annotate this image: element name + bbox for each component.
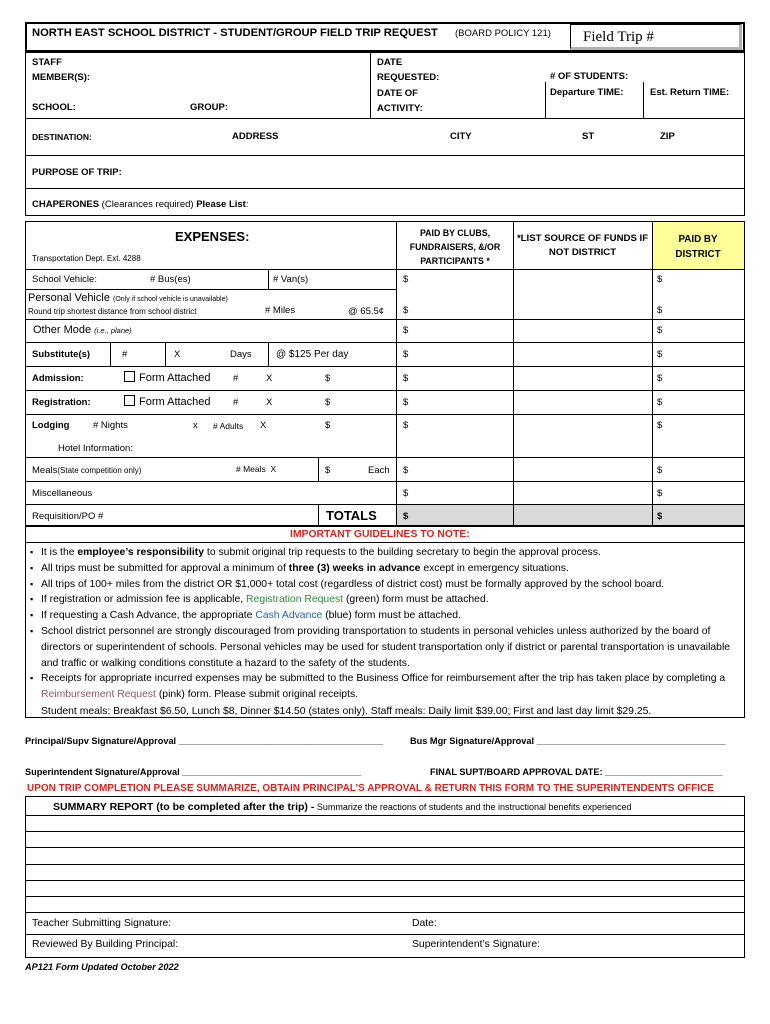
destination-label: DESTINATION:: [32, 132, 92, 142]
amount-cell[interactable]: $: [403, 373, 409, 384]
chaperones-label: CHAPERONES (Clearances required) Please List:: [32, 199, 249, 210]
other-mode-label: Other Mode (i.e., plane): [33, 324, 132, 336]
summary-header: SUMMARY REPORT (to be completed after the trip) - Summarize the reactions of students and the instructional benefits experienced: [53, 801, 632, 813]
superintendent-signature-label: Superintendent Signature/Approval ___________________________________: [25, 767, 362, 777]
totals-row-bg: [396, 504, 744, 525]
date-requested-label: DATE REQUESTED:: [377, 57, 440, 83]
hotel-info-label: Hotel Information:: [58, 443, 133, 454]
guidelines-list: [30, 545, 742, 703]
each-label: Each: [368, 465, 390, 476]
amount-cell[interactable]: $: [657, 349, 663, 360]
purpose-label: PURPOSE OF TRIP:: [32, 167, 122, 178]
cash-advance-link[interactable]: Cash Advance: [255, 610, 323, 622]
amount-cell[interactable]: $: [657, 274, 663, 285]
school-label: SCHOOL:: [32, 102, 76, 113]
amount-cell[interactable]: $: [657, 488, 663, 499]
principal-review-label: Reviewed By Building Principal:: [32, 939, 179, 950]
adults-label: # Adults: [213, 421, 244, 431]
amount-cell[interactable]: $: [403, 325, 409, 336]
superintendent-signature-summary: Superintendent’s Signature:: [412, 939, 541, 950]
nights-label: # Nights: [93, 420, 128, 431]
group-label: GROUP:: [190, 102, 228, 113]
expenses-heading: EXPENSES:: [175, 229, 250, 244]
mileage-rate: @ 65.5¢: [348, 306, 385, 317]
guideline-item: ▪ Receipts for appropriate incurred expenses may be submitted to the Business Office for reimbursement after the trip has taken place by completing a Reimbursement Request (pink) form. Please submit original receipts.: [30, 671, 742, 703]
substitutes-label: Substitute(s): [32, 349, 91, 360]
guideline-item: ▪ If requesting a Cash Advance, the appropriate Cash Advance (blue) form must be attached.: [30, 608, 742, 624]
amount-cell[interactable]: $: [403, 465, 409, 476]
meal-limits: Student meals: Breakfast $6.50, Lunch $8, Dinner $14.50 (states only). Staff meals: Daily limit $39.00; First and last day limit $29.25.: [41, 706, 652, 717]
amount-cell[interactable]: $: [403, 305, 409, 316]
staff-members-label: STAFF MEMBER(S):: [32, 57, 91, 83]
amount-cell[interactable]: $: [657, 325, 663, 336]
amount-cell[interactable]: $: [403, 274, 409, 285]
date-label: Date:: [412, 918, 437, 929]
guidelines-title: IMPORTANT GUIDELINES TO NOTE:: [290, 529, 470, 540]
board-policy: (BOARD POLICY 121): [455, 28, 551, 39]
date-of-activity-label: DATE OF ACTIVITY:: [377, 88, 423, 114]
address-label: ADDRESS: [232, 131, 279, 142]
vans-label: # Van(s): [273, 274, 309, 285]
miscellaneous-label: Miscellaneous: [32, 488, 93, 499]
miles-label: # Miles: [265, 305, 296, 316]
state-label: ST: [582, 131, 595, 142]
return-time-label: Est. Return TIME:: [650, 87, 730, 98]
amount-cell[interactable]: $: [657, 397, 663, 408]
total-amount-cell[interactable]: $: [657, 511, 663, 522]
amount-cell[interactable]: $: [657, 373, 663, 384]
requisition-label: Requisition/PO #: [32, 511, 104, 522]
meals-label: Meals(State competition only): [32, 465, 142, 476]
form-footer: AP121 Form Updated October 2022: [25, 962, 179, 972]
per-day-rate: @ $125 Per day: [276, 349, 349, 360]
city-label: CITY: [450, 131, 472, 142]
amount-cell[interactable]: $: [403, 397, 409, 408]
departure-time-label: Departure TIME:: [550, 87, 624, 98]
col-list-source: *LIST SOURCE OF FUNDS IF NOT DISTRICT: [516, 233, 649, 258]
guideline-item: ▪ It is the employee’s responsibility to submit original trip requests to the building secretary to begin the approval process.: [30, 545, 742, 561]
days-label: Days: [230, 349, 252, 360]
registration-label: Registration:: [32, 397, 91, 408]
registration-request-link[interactable]: Registration Request: [246, 594, 344, 606]
amount-cell[interactable]: $: [657, 420, 663, 431]
amount-cell[interactable]: $: [657, 305, 663, 316]
guideline-item: ▪ If registration or admission fee is applicable, Registration Request (green) form must be attached.: [30, 592, 742, 608]
reimbursement-request-link[interactable]: Reimbursement Request: [41, 689, 156, 701]
buses-label: # Bus(es): [150, 274, 191, 285]
final-approval-date-label: FINAL SUPT/BOARD APPROVAL DATE: _______________________: [430, 767, 723, 777]
personal-vehicle-label: Personal Vehicle (Only if school vehicle is unavailable): [28, 292, 228, 304]
totals-label: TOTALS: [326, 508, 377, 523]
amount-cell[interactable]: $: [403, 488, 409, 499]
field-trip-number-label: Field Trip #: [583, 29, 654, 45]
guideline-item: ▪ All trips must be submitted for approval a minimum of three (3) weeks in advance except in emergency situations.: [30, 561, 742, 577]
amount-cell[interactable]: $: [657, 465, 663, 476]
form-title: NORTH EAST SCHOOL DISTRICT - STUDENT/GROUP FIELD TRIP REQUEST: [32, 27, 438, 39]
principal-signature-label: Principal/Supv Signature/Approval ________________________________________: [25, 736, 384, 746]
col-paid-by-clubs: PAID BY CLUBS, FUNDRAISERS, &/OR PARTICIPANTS *: [409, 228, 501, 266]
school-vehicle-label: School Vehicle:: [32, 274, 97, 285]
num-students-label: # OF STUDENTS:: [550, 71, 629, 82]
guideline-item: ▪ All trips of 100+ miles from the district OR $1,000+ total cost (regardless of district cost) must be formally approved by the school board.: [30, 577, 742, 593]
admission-label: Admission:: [32, 373, 84, 384]
transportation-dept-ext: Transportation Dept. Ext. 4288: [32, 254, 141, 263]
amount-cell[interactable]: $: [403, 349, 409, 360]
amount-cell[interactable]: $: [403, 420, 409, 431]
bus-mgr-signature-label: Bus Mgr Signature/Approval _____________________________________: [410, 736, 726, 746]
lodging-label: Lodging: [32, 420, 70, 431]
col-paid-by-district: PAID BY DISTRICT: [675, 234, 721, 260]
total-amount-cell[interactable]: $: [403, 511, 409, 522]
registration-checkbox[interactable]: [124, 395, 135, 406]
meals-count-label: # Meals X: [236, 464, 277, 474]
zip-label: ZIP: [660, 131, 675, 142]
teacher-signature-label: Teacher Submitting Signature:: [32, 918, 172, 929]
admission-form-attached[interactable]: Form Attached: [124, 371, 211, 384]
registration-form-attached[interactable]: Form Attached: [124, 395, 211, 408]
return-notice: UPON TRIP COMPLETION PLEASE SUMMARIZE, OBTAIN PRINCIPAL’S APPROVAL & RETURN THIS FORM TO THE SUPERINTENDENTS OFFICE: [27, 783, 714, 794]
round-trip-note: Round trip shortest distance from school district: [28, 307, 197, 316]
admission-checkbox[interactable]: [124, 371, 135, 382]
guideline-item: ▪ School district personnel are strongly discouraged from providing transportation to students in personal vehicles unless authorized by the board of directors or superintendent of schools. Personal vehicles may be used for student transportation only if district or parental transportation is unavailable and traffic or walking conditions constitute a hazard to the safety of the students.: [30, 624, 742, 671]
